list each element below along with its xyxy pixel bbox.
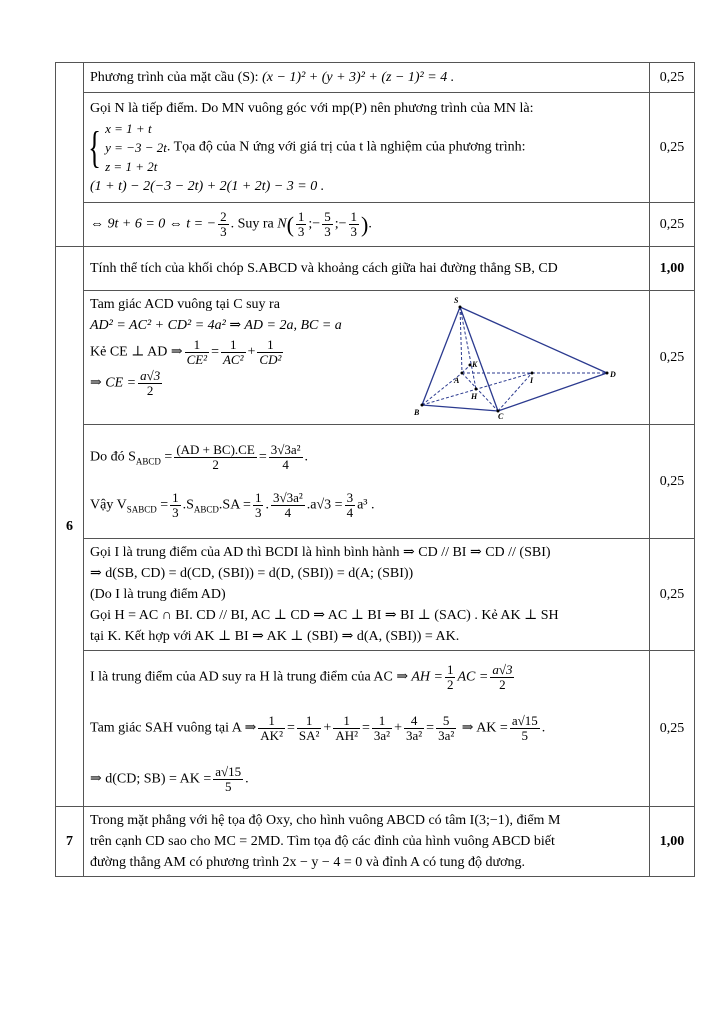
denominator: 4 [346,504,354,520]
content-cell: ⇔ 9t + 6 = 0 ⇔ t = − $\frac{2}{3}$ . Suy ra N( $\frac{1}{3}$ ;− $\frac{5}{3}$ ;− $\frac{1}{3}$ ). [84,203,650,247]
table-row [56,63,695,93]
row-text: Do đó S [90,449,136,465]
row-text: tại K. Kết hợp với AK ⊥ BI ⇒ AK ⊥ (SBI) ⇒ d(A, (SBI)) = AK. [90,629,460,644]
score-cell: 0,25 [650,425,695,539]
table-row [56,247,695,291]
row-text: ⇒ d(SB, CD) = d(CD, (SBI)) = d(D, (SBI)) = d(A; (SBI)) [90,566,414,581]
score-cell: 0,25 [650,93,695,203]
content-cell [84,539,650,651]
content-cell: I là trung điểm của AD suy ra H là trung điểm của AC ⇒ AH = $\frac{1}{2}$ AC = $\frac{a√3}{2}$ Tam giác SAH vuông tại A ⇒ $\frac{1}{\text{AK²}}$ = $\frac{1}{\text{SA²}}$ + $\frac{1}{\text{AH²}}$ = $\frac{1}{\text{3a²}}$ + $\frac{4}{\text{3a²}}$ = $\frac{5}{\text{3a²}}$ ⇒ AK = $\frac{a√15}{5}$ . ⇒ d(CD; SB) = AK = $\frac{a√15}{5}$ . [84,651,650,807]
row-text: Gọi N là tiếp điểm. Do MN vuông góc với mp(P) nên phương trình của MN là: [90,101,534,116]
edge-sb [422,307,460,405]
numerator: 1 [254,489,262,505]
denominator: 5 [224,779,232,794]
point-label: N [277,216,287,232]
edge-sh [460,307,476,389]
row-text: Kẻ CE ⊥ AD ⇒ [90,344,183,360]
score-cell: 0,25 [650,63,695,93]
numerator: a√15 [511,713,538,728]
content-cell [84,291,650,425]
brace-symbol: { [88,122,101,172]
denominator: 3 [172,504,179,520]
denominator: 3 [297,224,305,239]
denominator: 4 [282,456,289,472]
row-text: ⇒ AK = [461,720,508,736]
row-text: Gọi I là trung điểm của AD thì BCDI là hình bình hành ⇒ CD // BI ⇒ CD // (SBI) [90,545,551,560]
row-text: Vậy V [90,497,127,513]
denominator: 2 [499,677,506,692]
numerator: 3√3a² [270,441,301,457]
row-text: ⇒ AH = [396,669,443,685]
numerator: a√15 [215,764,242,779]
table-row [56,539,695,651]
equation: ⇔ 9t + 6 = 0 ⇔ t = − [90,216,217,232]
table-row [56,291,695,425]
denominator: AH² [335,728,358,743]
denominator: 3 [350,224,358,239]
grading-table [55,62,695,877]
content-cell [84,807,650,877]
row-text: ⇒ CE = [90,375,137,391]
numerator: 1 [333,714,360,729]
pyramid-figure [412,293,622,419]
row-text: AC = [457,669,489,685]
equals-sign: = [156,497,169,513]
denominator: AC² [222,352,244,367]
subscript: ABCD [193,504,219,515]
row-text: đường thẳng AM có phương trình 2x − y − 4 = 0 và đỉnh A có tung độ dương. [90,855,525,870]
row-text: I là trung điểm của AD suy ra H là trung điểm của AC [90,669,393,685]
numerator: 3 [346,489,354,505]
label-k: K [472,360,478,369]
label-h: H [471,392,478,401]
denominator: 4 [284,504,292,520]
row-text: (Do I là trung điểm AD) [90,587,226,602]
system-line: y = −3 − 2t [105,140,167,155]
arrow-symbol: ⇒ [244,720,257,736]
row-text: a³ . [357,497,375,513]
table-row [56,93,695,203]
equation: (1 + t) − 2(−3 − 2t) + 2(1 + 2t) − 3 = 0 . [90,179,325,194]
table-row [56,203,695,247]
row-text: . Tọa độ của N ứng với giá trị của t là nghiệm của phương trình: [166,139,526,155]
question-title: Tính thể tích của khối chóp S.ABCD và khoảng cách giữa hai đường thẳng SB, CD [90,261,558,276]
subscript: ABCD [135,456,161,467]
numerator: 1 [350,209,358,224]
label-a: A [454,376,460,385]
numerator: 1 [297,209,305,224]
score-cell: 1,00 [650,807,695,877]
denominator: 2 [212,456,219,472]
numerator: 3√3a² [272,489,303,505]
score-cell: 0,25 [650,539,695,651]
numerator: 1 [185,338,210,353]
numerator: 1 [372,714,392,729]
parametric-system [90,119,643,176]
label-s: S [454,296,459,305]
question-number-cell: 6 [56,247,84,807]
content-cell [84,247,650,291]
denominator: SA² [298,728,320,743]
denominator: 3a² [405,728,423,743]
denominator: 3 [324,224,331,239]
label-c: C [498,412,504,419]
numerator: 1 [297,714,322,729]
plus-sign: + [247,344,256,360]
denominator: 3a² [438,728,455,743]
fraction [218,210,229,239]
row-text: .SA = [218,497,251,513]
denominator: 3a² [373,728,391,743]
edge-ak [462,365,470,373]
numerator: 1 [446,662,454,677]
edge-bc [422,405,498,411]
numerator: a√3 [492,662,513,677]
row-text: .a√3 = [306,497,343,513]
label-d: D [610,370,616,379]
row-text: Tam giác SAH vuông tại A [90,720,242,736]
numerator: 5 [436,714,456,729]
question-number-cell: 7 [56,807,84,877]
row-text: .S [182,497,194,513]
table-row [56,425,695,539]
denominator: 3 [254,504,262,520]
numerator: 5 [324,209,331,224]
numerator: 4 [404,714,424,729]
denominator: 2 [446,677,454,692]
equals-sign: = [258,449,267,465]
row-text: . Suy ra [230,216,278,232]
row-text: ⇒ d(CD; SB) = AK = [90,771,212,787]
edge-sc [460,307,498,411]
sphere-equation: (x − 1)² + (y + 3)² + (z − 1)² = 4 . [262,70,455,85]
table-row [56,651,695,807]
subscript: SABCD [126,504,157,515]
numerator: 1 [172,489,179,505]
numerator: a√3 [140,368,161,383]
question-number-cell [56,63,84,247]
label-b: B [414,408,420,417]
content-cell: Do đó $S_{ABCD}$ = $\frac{(AD + BC).CE}{2}$ = $\frac{\text{3√3a²}}{4}$ . Vậy $V_{SABCD}$ = $\frac{1}{3}$ $.S_{ABCD}.SA$ = $\frac{1}{3}$ . $\frac{\text{3√3a²}}{4}$ .a√3 = $\frac{3}{4}$ a³ . [84,425,650,539]
numerator: 1 [221,338,246,353]
system-line: x = 1 + t [105,121,152,136]
row-text: Trong mặt phẳng với hệ tọa độ Oxy, cho hình vuông ABCD có tâm I(3;−1), điểm M [90,813,561,828]
denominator: 3 [220,224,227,239]
row-text: trên cạnh CD sao cho MC = 2MD. Tìm tọa độ các đỉnh của hình vuông ABCD biết [90,834,555,849]
denominator: 5 [521,728,529,743]
numerator: 1 [257,338,283,353]
equation: AD² = AC² + CD² = 4a² ⇒ AD = 2a, BC = a [90,318,342,333]
numerator: (AD + BC).CE [176,441,255,457]
content-cell [84,63,650,93]
numerator: 2 [220,209,227,224]
row-text: Gọi H = AC ∩ BI. CD // BI, AC ⊥ CD ⇒ AC ⊥ BI ⇒ BI ⊥ (SAC) . Kẻ AK ⊥ SH [90,608,559,623]
row-text: Tam giác ACD vuông tại C suy ra [90,297,280,312]
answer-table [55,62,695,877]
system-line: z = 1 + 2t [105,159,158,174]
denominator: 2 [146,383,154,398]
numerator: 1 [258,714,285,729]
denominator: CE² [186,352,208,367]
equals-sign: = [211,344,219,360]
score-cell: 1,00 [650,247,695,291]
row-text: Phương trình của mặt cầu (S): [90,70,263,85]
denominator: CD² [259,352,282,367]
table-row [56,807,695,877]
label-i: I [530,376,534,385]
content-cell [84,93,650,203]
score-cell: 0,25 [650,203,695,247]
score-cell: 0,25 [650,291,695,425]
edge-sd [460,307,607,373]
denominator: AK² [260,728,283,743]
equals-sign: = [160,449,173,465]
system-lines [105,119,167,176]
score-cell: 0,25 [650,651,695,807]
